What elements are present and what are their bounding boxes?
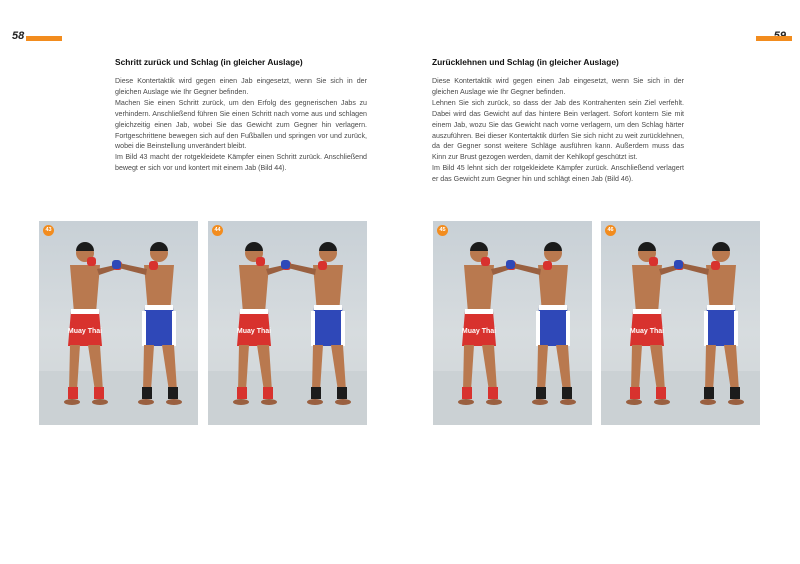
blue-fighter-waistband <box>314 305 342 310</box>
blue-fighter-hair <box>544 242 562 251</box>
shorts-lettering: Muay Thai <box>67 328 103 335</box>
shorts-lettering: Muay Thai <box>461 328 497 335</box>
red-fighter-foot <box>654 399 670 405</box>
blue-fighter-glove <box>543 261 552 270</box>
left-paragraph: Im Bild 43 macht der rotgekleidete Kämpfer einen Schritt zurück. Anschließend bewegt er sich vor und kontert mit einem Jab (Bild 44). <box>115 153 367 173</box>
red-fighter-waistband <box>465 309 493 314</box>
blue-fighter-ankle-support <box>142 387 152 399</box>
right-paragraph: Im Bild 45 lehnt sich der rotgekleidete Kämpfer zurück. Anschließend verlagert er das Gewicht zum Gegner hin und schlägt einen Jab (Bild 46). <box>432 164 684 184</box>
photo-44 <box>208 221 367 425</box>
blue-fighter-shorts-stripe <box>704 311 708 346</box>
blue-fighter-ankle-support <box>311 387 321 399</box>
blue-fighter-glove <box>112 260 121 269</box>
photo-46 <box>601 221 760 425</box>
fighters-illustration <box>208 221 367 425</box>
red-fighter-ankle-support <box>630 387 640 399</box>
red-fighter-ankle-support <box>237 387 247 399</box>
blue-fighter-shorts-stripe <box>536 311 540 346</box>
blue-fighter-ankle-support <box>168 387 178 399</box>
blue-fighter-shorts-stripe <box>172 311 176 346</box>
red-fighter-foot <box>92 399 108 405</box>
red-fighter-glove <box>256 257 265 266</box>
photo-number-badge: 43 <box>43 225 54 236</box>
shorts-lettering: Muay Thai <box>236 328 272 335</box>
red-fighter-hair <box>470 242 488 251</box>
photo-45 <box>433 221 592 425</box>
blue-fighter-arm <box>288 263 316 275</box>
blue-fighter-shorts-stripe <box>734 311 738 346</box>
red-fighter-glove <box>649 257 658 266</box>
blue-fighter-glove <box>711 261 720 270</box>
blue-fighter-glove <box>318 261 327 270</box>
blue-fighter-foot <box>532 399 548 405</box>
blue-fighter-arm <box>681 263 709 275</box>
blue-fighter-foot <box>560 399 576 405</box>
red-fighter-glove <box>481 257 490 266</box>
red-fighter-ankle-support <box>94 387 104 399</box>
red-fighter-ankle-support <box>68 387 78 399</box>
photo-number-badge: 44 <box>212 225 223 236</box>
red-fighter-hair <box>245 242 263 251</box>
page-marker-right <box>756 36 792 41</box>
blue-fighter-glove <box>674 260 683 269</box>
left-paragraph: Diese Kontertaktik wird gegen einen Jab eingesetzt, wenn Sie sich in der gleichen Auslage wie Ihr Gegner befinden. <box>115 77 367 96</box>
left-paragraph: Machen Sie einen Schritt zurück, um den Erfolg des gegnerischen Jabs zu verhindern. Anschließend führen Sie einen Schritt nach vorne aus und schlagen gleichzeitig einen Jab, wobei Sie das Gewicht zum Gegner hin verlagern. Fortgeschrittene bewegen sich auf den Fußballen und springen vor und zurück, wobei die Beinstellung unverändert bleibt. <box>115 98 367 151</box>
red-fighter-ankle-support <box>462 387 472 399</box>
blue-fighter-ankle-support <box>730 387 740 399</box>
blue-fighter-foot <box>700 399 716 405</box>
red-fighter-foot <box>626 399 642 405</box>
photo-43 <box>39 221 198 425</box>
blue-fighter-shorts-stripe <box>142 311 146 346</box>
blue-fighter-shorts <box>311 307 345 346</box>
red-fighter-foot <box>486 399 502 405</box>
blue-fighter-ankle-support <box>536 387 546 399</box>
blue-fighter-foot <box>307 399 323 405</box>
left-body-text <box>115 76 367 174</box>
red-fighter-waistband <box>633 309 661 314</box>
blue-fighter-waistband <box>707 305 735 310</box>
red-fighter-torso <box>239 265 269 313</box>
blue-fighter-waistband <box>539 305 567 310</box>
red-fighter-ankle-support <box>656 387 666 399</box>
blue-fighter-glove <box>281 260 290 269</box>
red-fighter-foot <box>233 399 249 405</box>
blue-fighter-glove <box>506 260 515 269</box>
red-fighter-torso <box>632 265 662 313</box>
blue-fighter-arm <box>119 263 147 275</box>
photo-number-badge: 46 <box>605 225 616 236</box>
red-fighter-torso <box>70 265 100 313</box>
red-fighter-ankle-support <box>263 387 273 399</box>
blue-fighter-foot <box>335 399 351 405</box>
blue-fighter-hair <box>319 242 337 251</box>
fighters-illustration <box>433 221 592 425</box>
right-paragraph: Lehnen Sie sich zurück, so dass der Jab des Kontrahenten sein Ziel verfehlt. Dabei wird das Gewicht auf das hintere Bein verlagert. Sofort kontern Sie mit einem Jab, wozu Sie das Gewicht nach vorne verlagern, um den Schlag härter auszuführen. Bei dieser Kontertaktik dürfen Sie sich nicht zu weit zurücklehnen, da der Gegner sonst weitere Schläge ausführen kann. Außerdem muss das Kinn zur Brust gezogen werden, damit der Kehlkopf geschützt ist. <box>432 98 684 162</box>
blue-fighter-shorts <box>536 307 570 346</box>
shorts-lettering: Muay Thai <box>629 328 665 335</box>
blue-fighter-ankle-support <box>337 387 347 399</box>
page-marker-left <box>26 36 62 41</box>
red-fighter-foot <box>261 399 277 405</box>
red-fighter-glove <box>87 257 96 266</box>
blue-fighter-foot <box>166 399 182 405</box>
red-fighter-torso <box>464 265 494 313</box>
blue-fighter-hair <box>712 242 730 251</box>
blue-fighter-shorts <box>142 307 176 346</box>
page-number-left: 58 <box>12 30 25 42</box>
right-paragraph: Diese Kontertaktik wird gegen einen Jab eingesetzt, wenn Sie sich in der gleichen Auslage wie Ihr Gegner befinden. <box>432 77 684 96</box>
blue-fighter-foot <box>728 399 744 405</box>
red-fighter-hair <box>76 242 94 251</box>
blue-fighter-ankle-support <box>704 387 714 399</box>
blue-fighter-foot <box>138 399 154 405</box>
red-fighter-hair <box>638 242 656 251</box>
red-fighter-foot <box>64 399 80 405</box>
blue-fighter-shorts-stripe <box>566 311 570 346</box>
photo-number-badge: 45 <box>437 225 448 236</box>
right-section-title: Zurücklehnen und Schlag (in gleicher Auslage) <box>432 57 619 67</box>
blue-fighter-shorts <box>704 307 738 346</box>
right-body-text <box>432 76 684 185</box>
blue-fighter-shorts-stripe <box>341 311 345 346</box>
blue-fighter-glove <box>149 261 158 270</box>
blue-fighter-shorts-stripe <box>311 311 315 346</box>
blue-fighter-ankle-support <box>562 387 572 399</box>
left-section-title: Schritt zurück und Schlag (in gleicher Auslage) <box>115 57 303 67</box>
red-fighter-waistband <box>71 309 99 314</box>
blue-fighter-arm <box>513 263 541 275</box>
red-fighter-foot <box>458 399 474 405</box>
fighters-illustration <box>601 221 760 425</box>
fighters-illustration <box>39 221 198 425</box>
red-fighter-waistband <box>240 309 268 314</box>
red-fighter-ankle-support <box>488 387 498 399</box>
blue-fighter-hair <box>150 242 168 251</box>
blue-fighter-waistband <box>145 305 173 310</box>
